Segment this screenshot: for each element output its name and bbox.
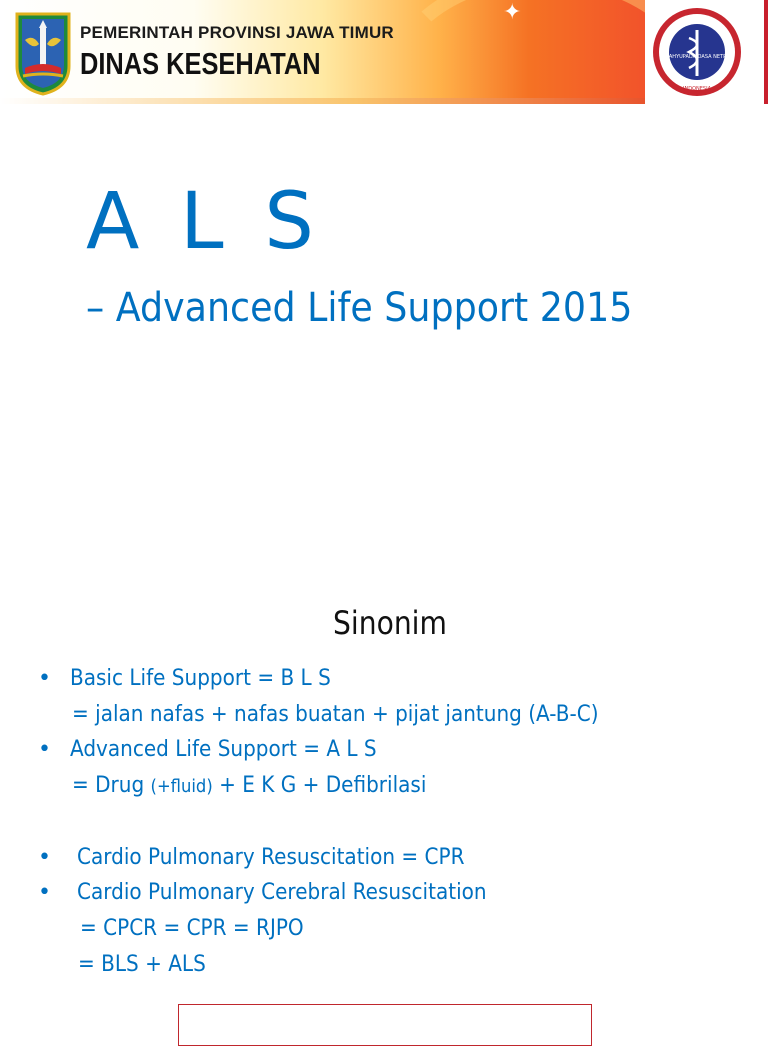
banner-government-title: PEMERINTAH PROVINSI JAWA TIMUR xyxy=(80,23,394,42)
seal-country-text: INDONESIA xyxy=(683,86,711,92)
cpr-label: Cardio Pulmonary Resuscitation = CPR xyxy=(77,845,465,870)
next-slide-box xyxy=(178,1004,592,1046)
als-definition-rest: + E K G + Defibrilasi xyxy=(212,773,427,798)
bls-definition: = jalan nafas + nafas buatan + pijat jantung (A-B-C) xyxy=(72,702,599,727)
sparkle-icon: ✦ xyxy=(503,0,522,25)
cpcr-components: = BLS + ALS xyxy=(78,952,206,977)
cpcr-equivalents: = CPCR = CPR = RJPO xyxy=(80,916,304,941)
banner-underline xyxy=(0,98,645,104)
bullet-icon: • xyxy=(38,880,51,905)
banner-edge-accent xyxy=(764,0,768,104)
bullet-icon: • xyxy=(38,845,51,870)
bullet-icon: • xyxy=(38,737,51,762)
als-definition xyxy=(72,771,426,802)
slide-subtitle: – Advanced Life Support 2015 xyxy=(86,285,633,331)
als-label: Advanced Life Support = A L S xyxy=(70,737,377,762)
header-banner xyxy=(0,0,768,104)
cpcr-label: Cardio Pulmonary Cerebral Resuscitation xyxy=(77,880,487,905)
slide-title: A L S xyxy=(86,177,322,267)
sinonim-heading: Sinonim xyxy=(333,604,447,642)
banner-department-title: DINAS KESEHATAN xyxy=(80,46,321,81)
seal-motto-text: WAHYUPADA DASA NETRA xyxy=(664,54,730,60)
als-definition-fluid: (+fluid) xyxy=(150,776,213,797)
als-definition-drug: = Drug xyxy=(72,773,151,798)
bullet-icon: • xyxy=(38,666,51,691)
anesthesiology-seal-icon xyxy=(651,6,743,98)
bls-label: Basic Life Support = B L S xyxy=(70,666,331,691)
provincial-coat-of-arms-icon xyxy=(13,10,73,96)
